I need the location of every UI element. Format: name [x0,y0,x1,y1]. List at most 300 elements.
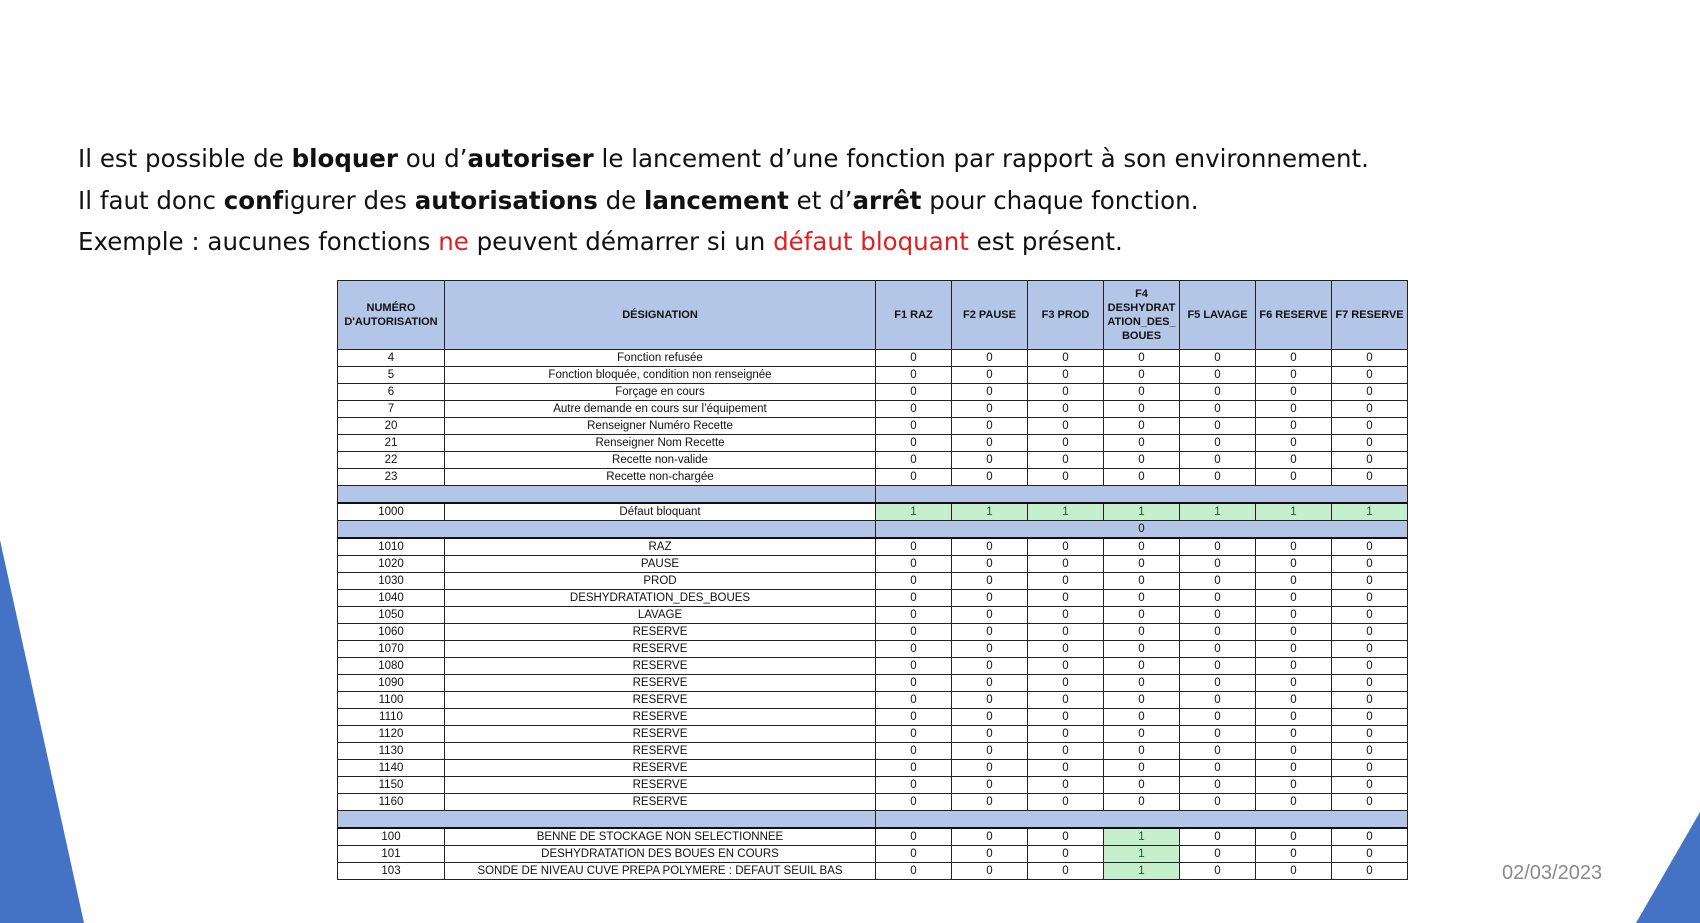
designation-cell: DESHYDRATATION_DES_BOUES [445,590,876,607]
function-value-cell: 1 [1256,503,1332,521]
function-value-cell: 0 [1104,435,1180,452]
intro-text [78,138,1478,263]
function-value-cell: 0 [952,367,1028,384]
function-value-cell: 0 [1332,863,1408,880]
function-value-cell: 0 [1104,452,1180,469]
function-value-cell: 0 [952,675,1028,692]
function-value-cell: 0 [952,658,1028,675]
function-value-cell: 0 [876,556,952,573]
function-value-cell: 0 [1028,350,1104,367]
function-value-cell: 0 [952,692,1028,709]
function-value-cell: 0 [1256,384,1332,401]
function-value-cell: 0 [1256,658,1332,675]
function-value-cell: 0 [1028,658,1104,675]
authorization-number-cell: 1080 [338,658,445,675]
text-run: défaut bloquant [773,227,969,256]
function-value-cell: 0 [876,726,952,743]
function-value-cell: 0 [876,350,952,367]
function-value-cell: 0 [1104,624,1180,641]
col-header-f4: F4 DESHYDRAT ATION_DES_ BOUES [1104,281,1180,350]
function-value-cell: 0 [1332,726,1408,743]
function-value-cell: 0 [1180,418,1256,435]
function-value-cell: 0 [1332,573,1408,590]
function-value-cell: 0 [1028,794,1104,811]
function-value-cell: 0 [1256,435,1332,452]
function-value-cell: 0 [952,828,1028,846]
separator-cell: 0 [876,521,1408,539]
function-value-cell: 0 [1180,863,1256,880]
function-value-cell: 0 [876,452,952,469]
text-run: est présent. [968,227,1123,256]
text-run: conf [223,185,284,215]
function-value-cell: 0 [952,760,1028,777]
function-value-cell: 0 [1180,350,1256,367]
designation-cell: BENNE DE STOCKAGE NON SELECTIONNEE [445,828,876,846]
function-value-cell: 0 [1180,590,1256,607]
designation-cell: RESERVE [445,726,876,743]
left-accent-triangle [0,540,90,923]
function-value-cell: 0 [952,418,1028,435]
function-value-cell: 0 [1180,658,1256,675]
function-value-cell: 0 [1028,418,1104,435]
function-value-cell: 0 [1332,384,1408,401]
function-value-cell: 0 [1180,828,1256,846]
text-run: autorisations [414,185,598,215]
function-value-cell: 0 [1028,760,1104,777]
authorization-number-cell: 4 [338,350,445,367]
function-value-cell: 0 [876,658,952,675]
authorization-number-cell: 1110 [338,709,445,726]
function-value-cell: 0 [1028,692,1104,709]
authorization-number-cell: 101 [338,846,445,863]
table-row [338,384,1408,401]
function-value-cell: 0 [1028,573,1104,590]
designation-cell: LAVAGE [445,607,876,624]
separator-cell [338,811,876,829]
authorization-number-cell: 20 [338,418,445,435]
function-value-cell: 0 [1180,452,1256,469]
table-row [338,418,1408,435]
designation-cell: RESERVE [445,777,876,794]
authorization-number-cell: 1030 [338,573,445,590]
function-value-cell: 0 [876,828,952,846]
authorization-number-cell: 6 [338,384,445,401]
function-value-cell: 0 [1256,794,1332,811]
function-value-cell: 0 [1180,624,1256,641]
text-run: Il est possible de [78,144,292,173]
function-value-cell: 0 [1028,401,1104,418]
function-value-cell: 0 [1256,726,1332,743]
function-value-cell: 0 [1180,367,1256,384]
authorization-number-cell: 1060 [338,624,445,641]
function-value-cell: 0 [876,590,952,607]
function-value-cell: 0 [876,401,952,418]
function-value-cell: 0 [1256,350,1332,367]
function-value-cell: 0 [876,384,952,401]
function-value-cell: 0 [952,863,1028,880]
function-value-cell: 1 [1332,503,1408,521]
designation-cell: DESHYDRATATION DES BOUES EN COURS [445,846,876,863]
text-run: et d’ [788,185,853,215]
col-header-designation: DÉSIGNATION [445,281,876,350]
authorization-number-cell: 1100 [338,692,445,709]
function-value-cell: 0 [1332,418,1408,435]
function-value-cell: 0 [1256,367,1332,384]
function-value-cell: 0 [1104,384,1180,401]
function-value-cell: 0 [1028,641,1104,658]
function-value-cell: 0 [952,607,1028,624]
designation-cell: RESERVE [445,743,876,760]
table-row [338,607,1408,624]
function-value-cell: 0 [952,590,1028,607]
designation-cell: Autre demande en cours sur l’équipement [445,401,876,418]
function-value-cell: 0 [1332,709,1408,726]
function-value-cell: 0 [1028,590,1104,607]
table-row [338,401,1408,418]
function-value-cell: 0 [876,760,952,777]
function-value-cell: 0 [1332,367,1408,384]
table-row [338,641,1408,658]
authorization-number-cell: 100 [338,828,445,846]
function-value-cell: 0 [876,794,952,811]
function-value-cell: 0 [952,350,1028,367]
function-value-cell: 0 [1332,350,1408,367]
function-value-cell: 1 [1104,846,1180,863]
function-value-cell: 0 [1180,556,1256,573]
designation-cell: Fonction bloquée, condition non renseignée [445,367,876,384]
authorization-number-cell: 1130 [338,743,445,760]
function-value-cell: 1 [876,503,952,521]
authorization-number-cell: 23 [338,469,445,486]
function-value-cell: 0 [1256,828,1332,846]
function-value-cell: 0 [1256,624,1332,641]
function-value-cell: 0 [1180,726,1256,743]
separator-cell [876,486,1408,504]
authorization-number-cell: 5 [338,367,445,384]
authorization-number-cell: 1000 [338,503,445,521]
table-row [338,624,1408,641]
function-value-cell: 0 [952,709,1028,726]
col-header-num: NUMÉRO D'AUTORISATION [338,281,445,350]
function-value-cell: 0 [1104,641,1180,658]
function-value-cell: 0 [1104,350,1180,367]
function-value-cell: 0 [1104,726,1180,743]
authorization-number-cell: 1010 [338,538,445,556]
table-row [338,846,1408,863]
function-value-cell: 0 [952,846,1028,863]
text-run: arrêt [852,185,922,215]
function-value-cell: 1 [1104,828,1180,846]
function-value-cell: 0 [1180,469,1256,486]
function-value-cell: 0 [1256,863,1332,880]
separator-row [338,811,1408,829]
function-value-cell: 1 [952,503,1028,521]
function-value-cell: 0 [876,743,952,760]
function-value-cell: 0 [876,846,952,863]
function-value-cell: 0 [952,452,1028,469]
authorization-number-cell: 1070 [338,641,445,658]
table-row [338,452,1408,469]
function-value-cell: 0 [1180,607,1256,624]
function-value-cell: 0 [1256,556,1332,573]
table-row [338,350,1408,367]
function-value-cell: 0 [1104,556,1180,573]
designation-cell: RESERVE [445,624,876,641]
authorization-number-cell: 1150 [338,777,445,794]
function-value-cell: 0 [1256,692,1332,709]
function-value-cell: 0 [952,726,1028,743]
function-value-cell: 0 [1180,794,1256,811]
table-row [338,692,1408,709]
text-run: Exemple : aucunes fonctions [78,227,439,256]
function-value-cell: 0 [1180,692,1256,709]
text-run: de [597,185,645,215]
col-header-f5: F5 LAVAGE [1180,281,1256,350]
function-value-cell: 0 [1028,863,1104,880]
table-header-row [338,281,1408,350]
function-value-cell: 0 [1332,452,1408,469]
function-value-cell: 0 [1256,452,1332,469]
col-header-f7: F7 RESERVE [1332,281,1408,350]
function-value-cell: 0 [1104,469,1180,486]
function-value-cell: 0 [1256,573,1332,590]
table-row [338,760,1408,777]
text-run: ou d’ [398,144,468,173]
function-value-cell: 0 [1256,538,1332,556]
authorization-number-cell: 103 [338,863,445,880]
function-value-cell: 0 [952,401,1028,418]
function-value-cell: 1 [1104,503,1180,521]
authorization-number-cell: 1140 [338,760,445,777]
table-row [338,503,1408,521]
function-value-cell: 0 [1332,658,1408,675]
function-value-cell: 0 [1028,435,1104,452]
function-value-cell: 0 [952,435,1028,452]
authorization-number-cell: 1090 [338,675,445,692]
function-value-cell: 0 [1104,367,1180,384]
function-value-cell: 0 [1104,777,1180,794]
text-run: igurer des [283,185,415,215]
col-header-f1: F1 RAZ [876,281,952,350]
function-value-cell: 0 [1180,743,1256,760]
function-value-cell: 1 [1180,503,1256,521]
designation-cell: RESERVE [445,675,876,692]
function-value-cell: 0 [1104,538,1180,556]
function-value-cell: 0 [1028,469,1104,486]
authorization-number-cell: 1120 [338,726,445,743]
function-value-cell: 0 [1104,675,1180,692]
designation-cell: Fonction refusée [445,350,876,367]
designation-cell: RESERVE [445,709,876,726]
function-value-cell: 0 [1332,435,1408,452]
function-value-cell: 0 [952,624,1028,641]
function-value-cell: 0 [1104,401,1180,418]
authorization-number-cell: 7 [338,401,445,418]
table-row [338,658,1408,675]
function-value-cell: 0 [1332,828,1408,846]
function-value-cell: 0 [952,469,1028,486]
function-value-cell: 0 [1256,777,1332,794]
function-value-cell: 0 [1332,692,1408,709]
intro-line-3 [78,221,1478,263]
function-value-cell: 0 [1028,726,1104,743]
function-value-cell: 0 [1028,743,1104,760]
function-value-cell: 0 [952,384,1028,401]
function-value-cell: 0 [1104,658,1180,675]
table-row [338,726,1408,743]
function-value-cell: 0 [1332,469,1408,486]
function-value-cell: 0 [952,556,1028,573]
authorization-number-cell: 1020 [338,556,445,573]
function-value-cell: 0 [1332,675,1408,692]
function-value-cell: 0 [1332,624,1408,641]
function-value-cell: 0 [1180,846,1256,863]
slide-date: 02/03/2023 [1502,862,1603,884]
function-value-cell: 0 [1028,452,1104,469]
text-run: le lancement d’une fonction par rapport à son environnement. [593,144,1369,173]
table-row [338,538,1408,556]
function-value-cell: 0 [1028,607,1104,624]
function-value-cell: 0 [876,538,952,556]
designation-cell: Renseigner Nom Recette [445,435,876,452]
function-value-cell: 0 [1028,538,1104,556]
function-value-cell: 0 [1104,418,1180,435]
col-header-f6: F6 RESERVE [1256,281,1332,350]
function-value-cell: 0 [1180,709,1256,726]
function-value-cell: 0 [1104,590,1180,607]
table-row [338,709,1408,726]
function-value-cell: 0 [1028,846,1104,863]
function-value-cell: 0 [1180,401,1256,418]
function-value-cell: 0 [876,777,952,794]
function-value-cell: 0 [1256,709,1332,726]
table-row [338,743,1408,760]
table-row [338,573,1408,590]
text-run: autoriser [467,144,594,173]
col-header-f3: F3 PROD [1028,281,1104,350]
function-value-cell: 0 [952,641,1028,658]
separator-cell [338,521,876,539]
function-value-cell: 0 [1104,692,1180,709]
designation-cell: Forçage en cours [445,384,876,401]
function-value-cell: 0 [1332,607,1408,624]
function-value-cell: 0 [1256,760,1332,777]
function-value-cell: 0 [876,641,952,658]
function-value-cell: 0 [876,692,952,709]
function-value-cell: 0 [1332,846,1408,863]
function-value-cell: 0 [876,573,952,590]
function-value-cell: 0 [1180,675,1256,692]
function-value-cell: 0 [1332,556,1408,573]
function-value-cell: 0 [1104,709,1180,726]
table-row [338,435,1408,452]
authorization-table-wrapper [337,280,1408,880]
function-value-cell: 0 [1180,573,1256,590]
table-row [338,863,1408,880]
function-value-cell: 0 [1180,538,1256,556]
right-accent-triangle [1636,812,1700,923]
function-value-cell: 0 [952,794,1028,811]
text-run: bloquer [291,144,399,173]
text-run: pour chaque fonction. [921,185,1199,215]
table-row [338,367,1408,384]
authorization-number-cell: 21 [338,435,445,452]
function-value-cell: 0 [876,675,952,692]
table-body [338,350,1408,880]
table-row [338,556,1408,573]
designation-cell: Recette non-chargée [445,469,876,486]
designation-cell: Recette non-valide [445,452,876,469]
authorization-table [337,280,1408,880]
table-row [338,794,1408,811]
table-row [338,777,1408,794]
separator-row [338,486,1408,504]
text-run: ne [438,227,469,256]
function-value-cell: 0 [1028,828,1104,846]
function-value-cell: 0 [1332,794,1408,811]
function-value-cell: 0 [952,573,1028,590]
table-row [338,675,1408,692]
function-value-cell: 0 [1104,760,1180,777]
function-value-cell: 0 [1256,607,1332,624]
function-value-cell: 0 [1180,384,1256,401]
function-value-cell: 0 [1332,641,1408,658]
authorization-number-cell: 22 [338,452,445,469]
authorization-number-cell: 1160 [338,794,445,811]
function-value-cell: 0 [1256,590,1332,607]
authorization-number-cell: 1050 [338,607,445,624]
function-value-cell: 0 [1028,384,1104,401]
function-value-cell: 0 [1256,641,1332,658]
intro-line-1 [78,138,1478,180]
designation-cell: RESERVE [445,760,876,777]
function-value-cell: 0 [876,367,952,384]
designation-cell: RAZ [445,538,876,556]
designation-cell: PROD [445,573,876,590]
text-run: Il faut donc [78,185,224,215]
function-value-cell: 0 [1332,401,1408,418]
function-value-cell: 1 [1028,503,1104,521]
table-row [338,828,1408,846]
table-row [338,590,1408,607]
text-run: lancement [644,185,789,215]
function-value-cell: 0 [1104,794,1180,811]
function-value-cell: 0 [1332,743,1408,760]
authorization-number-cell: 1040 [338,590,445,607]
function-value-cell: 0 [1332,760,1408,777]
table-row [338,469,1408,486]
function-value-cell: 0 [876,624,952,641]
function-value-cell: 0 [1028,624,1104,641]
separator-cell [338,486,876,504]
intro-line-2 [78,180,1478,222]
function-value-cell: 0 [1028,777,1104,794]
function-value-cell: 0 [1028,556,1104,573]
designation-cell: SONDE DE NIVEAU CUVE PREPA POLYMERE : DEFAUT SEUIL BAS [445,863,876,880]
function-value-cell: 0 [876,435,952,452]
function-value-cell: 0 [1332,538,1408,556]
function-value-cell: 0 [1256,743,1332,760]
text-run: peuvent démarrer si un [468,227,774,256]
function-value-cell: 1 [1104,863,1180,880]
function-value-cell: 0 [1256,401,1332,418]
function-value-cell: 0 [1104,573,1180,590]
function-value-cell: 0 [1028,709,1104,726]
designation-cell: RESERVE [445,692,876,709]
col-header-f2: F2 PAUSE [952,281,1028,350]
function-value-cell: 0 [1180,777,1256,794]
function-value-cell: 0 [876,469,952,486]
